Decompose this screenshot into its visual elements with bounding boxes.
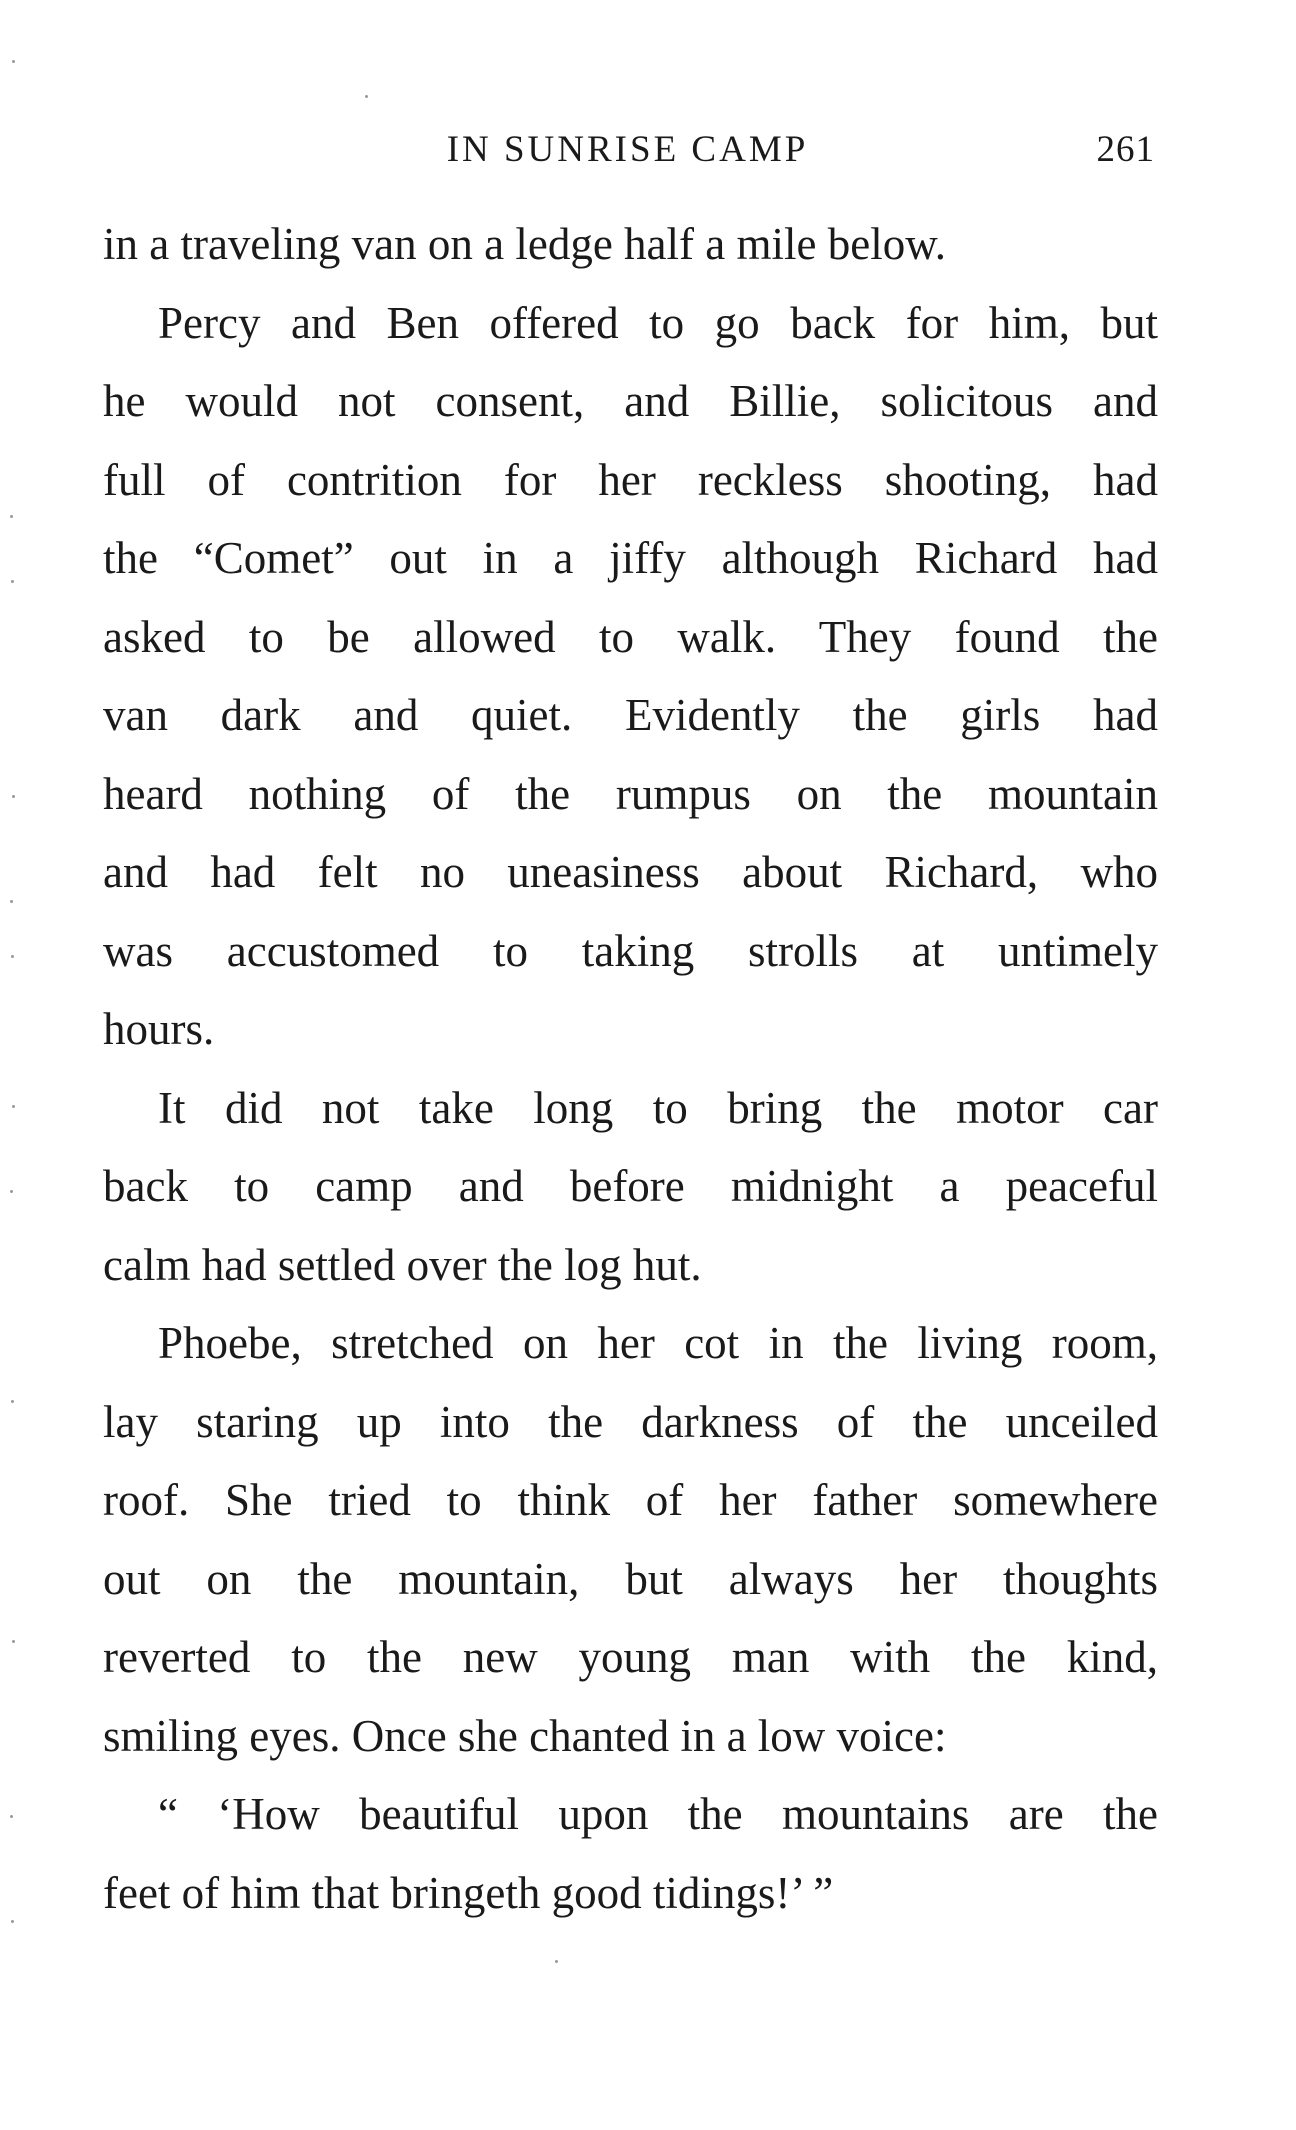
text-line: he would not consent, and Billie, solicitous and <box>103 376 1158 426</box>
running-title: IN SUNRISE CAMP <box>446 129 809 170</box>
scan-speck <box>365 95 368 98</box>
text-line: full of contrition for her reckless shooting, had <box>103 454 1158 505</box>
text-line: asked to be allowed to walk. They found the <box>103 611 1158 662</box>
text-line: feet of him that bringeth good tidings!’ ” <box>103 1867 834 1918</box>
scan-speck <box>555 1960 558 1963</box>
running-head <box>100 125 1155 175</box>
text-line: Phoebe, stretched on her cot in the living room, <box>158 1318 1158 1368</box>
text-line: was accustomed to taking strolls at untimely <box>103 925 1158 976</box>
text-line: calm had settled over the log hut. <box>103 1239 702 1290</box>
scan-speck <box>11 955 14 958</box>
scan-speck <box>12 795 15 798</box>
text-line: lay staring up into the darkness of the unceiled <box>103 1396 1158 1447</box>
text-line: out on the mountain, but always her thoughts <box>103 1553 1158 1604</box>
text-line: Percy and Ben offered to go back for him, but <box>158 297 1158 348</box>
body-text <box>103 205 1158 1932</box>
scan-speck <box>10 1190 13 1193</box>
text-line: smiling eyes. Once she chanted in a low voice: <box>103 1710 947 1761</box>
text-line: and had felt no uneasiness about Richard, who <box>103 847 1158 897</box>
scan-speck <box>12 60 15 63</box>
text-line: roof. She tried to think of her father somewhere <box>103 1475 1158 1525</box>
scan-speck <box>11 1920 14 1923</box>
scan-speck <box>10 900 13 903</box>
text-line: heard nothing of the rumpus on the mountain <box>103 768 1158 819</box>
text-line: the “Comet” out in a jiffy although Richard had <box>103 533 1158 583</box>
text-line: van dark and quiet. Evidently the girls had <box>103 690 1158 740</box>
text-line: back to camp and before midnight a peaceful <box>103 1161 1158 1211</box>
scan-speck <box>12 1640 15 1643</box>
scan-speck <box>11 1400 14 1403</box>
text-line: hours. <box>103 1004 215 1054</box>
text-line: It did not take long to bring the motor car <box>158 1082 1158 1133</box>
text-line: reverted to the new young man with the kind, <box>103 1632 1158 1682</box>
page-number: 261 <box>1096 129 1155 170</box>
scan-speck <box>10 1815 13 1818</box>
scan-speck <box>10 515 13 518</box>
scan-speck <box>11 580 14 583</box>
text-line: “ ‘How beautiful upon the mountains are the <box>158 1789 1158 1839</box>
text-line: in a traveling van on a ledge half a mile below. <box>103 219 947 269</box>
scan-speck <box>12 1105 15 1108</box>
